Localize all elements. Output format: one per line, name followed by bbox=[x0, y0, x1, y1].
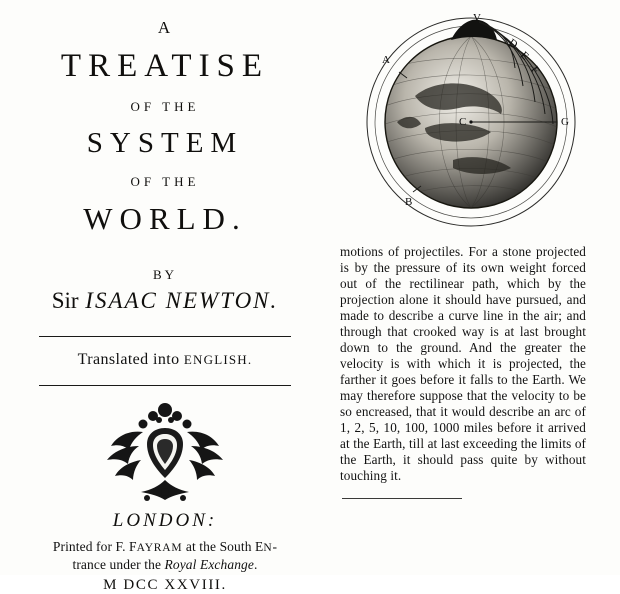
imprint-line-1-e: - bbox=[272, 539, 278, 554]
figure-label-v: V bbox=[473, 12, 481, 24]
author-name: ISAAC NEWTON. bbox=[85, 288, 279, 313]
imprint-line-1-a: Printed for F. F bbox=[52, 539, 137, 554]
author-line bbox=[18, 288, 312, 314]
author-prefix: Sir bbox=[51, 288, 79, 313]
title-word-system: SYSTEM bbox=[86, 127, 244, 159]
book-title: TREATISE bbox=[60, 48, 270, 84]
imprint-text bbox=[18, 538, 312, 573]
globe-projectile-figure bbox=[355, 10, 587, 232]
translation-language: ENGLISH. bbox=[183, 352, 253, 367]
figure-label-c: C bbox=[459, 116, 467, 128]
imprint-line-2-a: trance under the bbox=[72, 556, 165, 572]
of-the-second: OF THE bbox=[130, 174, 200, 189]
figure-label-d: D bbox=[506, 36, 520, 52]
printers-ornament-icon bbox=[85, 398, 245, 504]
imprint-line-1-c: at the South E bbox=[182, 539, 264, 554]
imprint-line-1-b: AYRAM bbox=[136, 542, 183, 554]
imprint-city: LONDON: bbox=[112, 510, 218, 531]
footer-rule bbox=[342, 498, 462, 499]
of-the-first: OF THE bbox=[130, 99, 200, 114]
translation-note bbox=[18, 351, 312, 369]
body-paragraph: motions of projectiles. For a stone projected is by the pressure of its own weight forced out of the rectilinear path, which by the projection alone it should have pursued, and made to describe a curve line in the air; and through that crooked way is at last brought down to the ground. And the greater the velocity is with which it is projected, the farther it goes before it falls to the Earth. We may therefore suppose that the velocity to be so encreased, that it would describe an arc of 1, 2, 5, 10, 100, 1000 miles before it arrived at the Earth, till at last exceeding the limits of the Earth, it should pass quite by without touching it. bbox=[340, 244, 586, 484]
figure-label-a: A bbox=[382, 54, 390, 66]
figure-label-g: G bbox=[561, 116, 569, 128]
figure-label-b: B bbox=[405, 196, 413, 208]
by-label: BY bbox=[152, 267, 178, 282]
title-word-world: WORLD. bbox=[83, 201, 247, 236]
divider-bottom bbox=[39, 385, 291, 386]
divider-top bbox=[39, 336, 291, 337]
text-page bbox=[330, 0, 620, 575]
imprint-line-1-d: N bbox=[263, 542, 273, 554]
figure-label-f: F bbox=[528, 64, 542, 76]
figure-label-e: E bbox=[517, 49, 531, 63]
imprint-date: M DCC XXVIII. bbox=[103, 576, 227, 593]
printers-ornament bbox=[85, 398, 245, 504]
globe-diagram-icon bbox=[355, 10, 587, 232]
imprint-line-2-b: Royal Exchange bbox=[164, 556, 255, 572]
imprint-line-2-c: . bbox=[254, 556, 258, 572]
title-letter-a: A bbox=[157, 18, 173, 37]
translation-prefix: Translated into bbox=[77, 351, 184, 368]
